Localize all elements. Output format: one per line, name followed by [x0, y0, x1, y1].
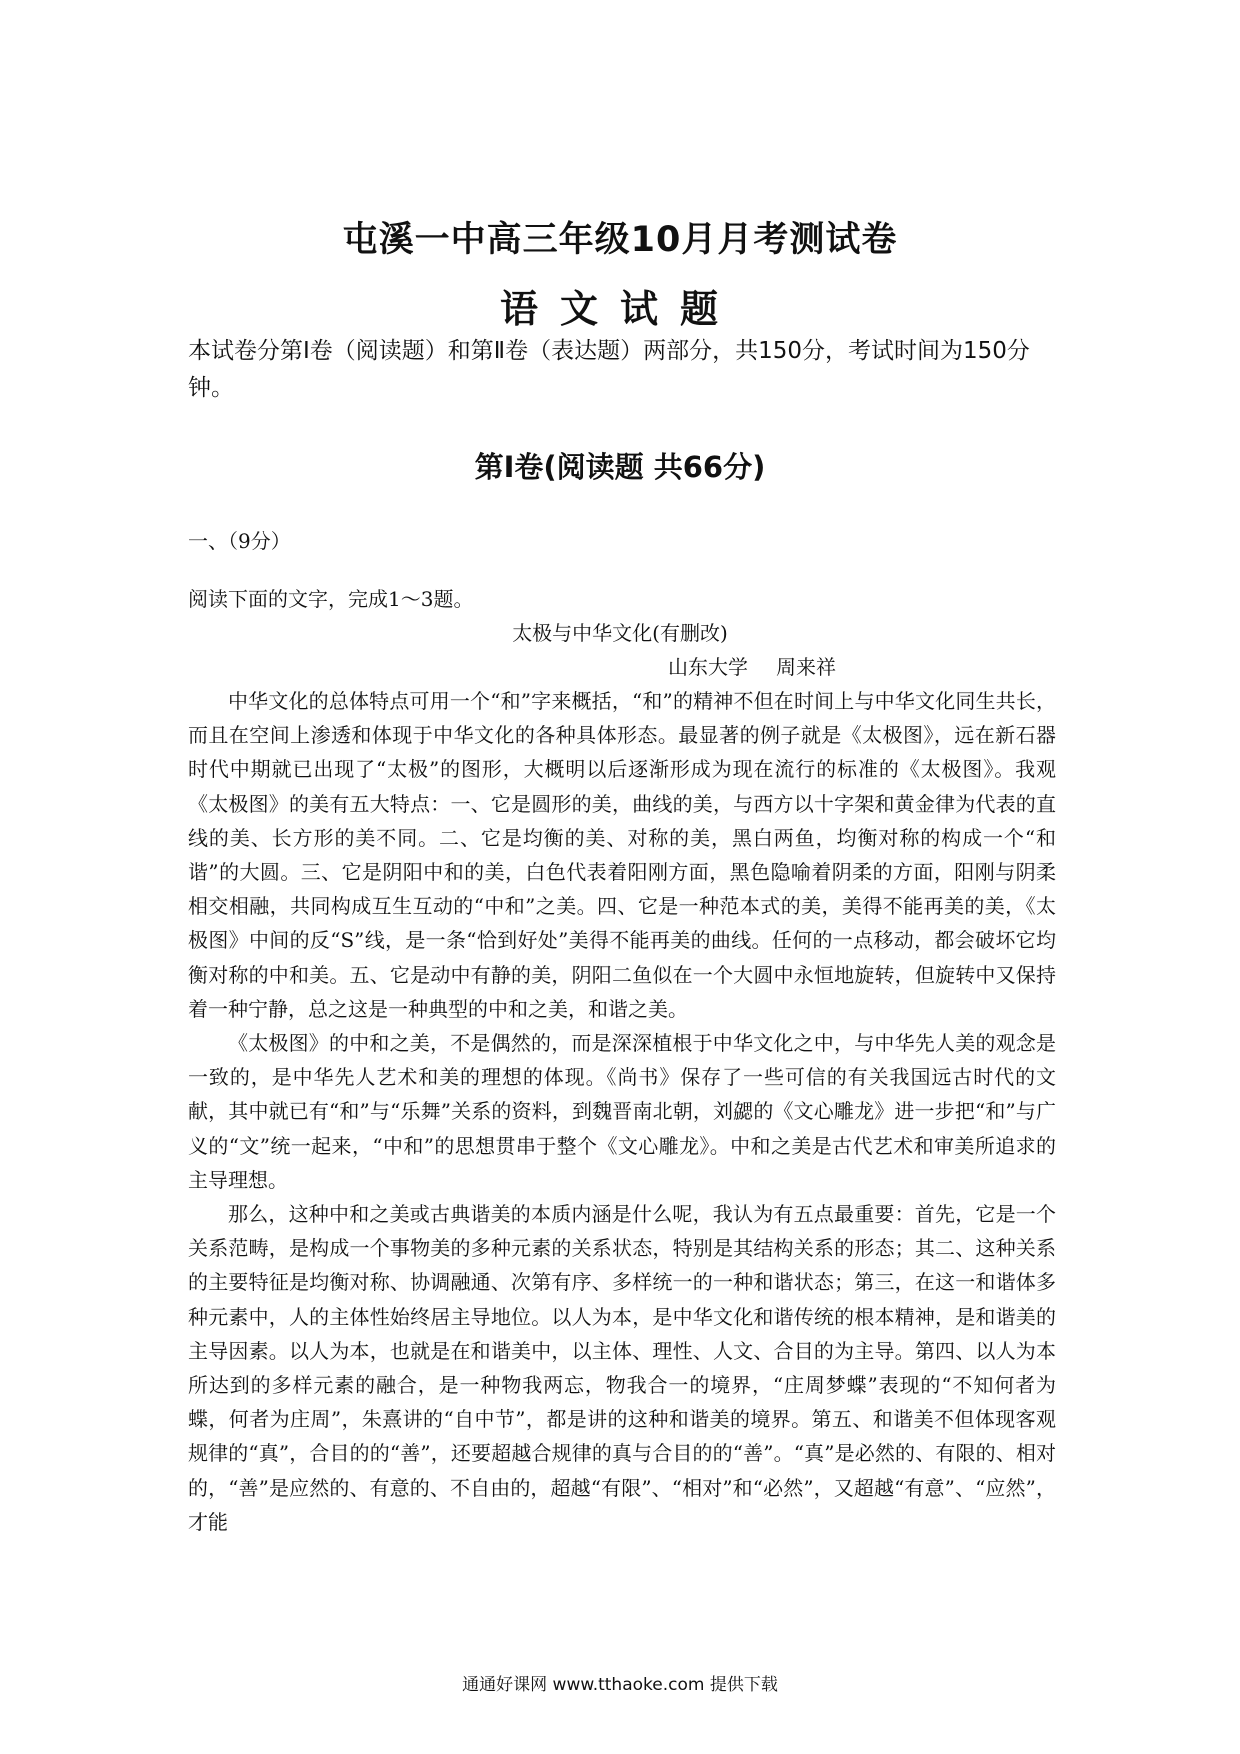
- article-paragraph: 中华文化的总体特点可用一个“和”字来概括，“和”的精神不但在时间上与中华文化同生共长，而且在空间上渗透和体现于中华文化的各种具体形态。最显著的例子就是《太极图》，远在新石器时代中期就已出现了“太极”的图形，大概明以后逐渐形成为现在流行的标准的《太极图》。我观《太极图》的美有五大特点：一、它是圆形的美，曲线的美，与西方以十字架和黄金律为代表的直线的美、长方形的美不同。二、它是均衡的美、对称的美，黑白两鱼，均衡对称的构成一个“和谐”的大圆。三、它是阴阳中和的美，白色代表着阳刚方面，黑色隐喻着阴柔的方面，阳刚与阴柔相交相融，共同构成互生互动的“中和”之美。四、它是一种范本式的美，美得不能再美的美，《太极图》中间的反“S”线，是一条“恰到好处”美得不能再美的曲线。任何的一点移动，都会破坏它均衡对称的中和美。五、它是动中有静的美，阴阳二鱼似在一个大圆中永恒地旋转，但旋转中又保持着一种宁静，总之这是一种典型的中和之美，和谐之美。: [188, 689, 1056, 1021]
- article-body: [188, 684, 1056, 1539]
- article-affiliation: 山东大学: [668, 655, 748, 679]
- exam-intro: 本试卷分第Ⅰ卷（阅读题）和第Ⅱ卷（表达题）两部分，共150分，考试时间为150分钟。: [188, 338, 1030, 401]
- article-author: 周来祥: [776, 655, 836, 679]
- article-byline: [668, 651, 836, 680]
- article-paragraph: 《太极图》的中和之美，不是偶然的，而是深深植根于中华文化之中，与中华先人美的观念是一致的，是中华先人艺术和美的理想的体现。《尚书》保存了一些可信的有关我国远古时代的文献，其中就已有“和”与“乐舞”关系的资料，到魏晋南北朝，刘勰的《文心雕龙》进一步把“和”与广义的“文”统一起来，“中和”的思想贯串于整个《文心雕龙》。中和之美是古代艺术和审美所追求的主导理想。: [188, 1031, 1056, 1192]
- section-heading: 第Ⅰ卷(阅读题 共66分): [474, 450, 766, 484]
- article-paragraph: 那么，这种中和之美或古典谐美的本质内涵是什么呢，我认为有五点最重要：首先，它是一个关系范畴，是构成一个事物美的多种元素的关系状态，特别是其结构关系的形态；其二、这种关系的主要特征是均衡对称、协调融通、次第有序、多样统一的一种和谐状态；第三，在这一和谐体多种元素中，人的主体性始终居主导地位。以人为本，是中华文化和谐传统的根本精神，是和谐美的主导因素。以人为本，也就是在和谐美中，以主体、理性、人文、合目的为主导。第四、以人为本所达到的多样元素的融合，是一种物我两忘，物我合一的境界，“庄周梦蝶”表现的“不知何者为蝶，何者为庄周”，朱熹讲的“自中节”，都是讲的这种和谐美的境界。第五、和谐美不但体现客观规律的“真”，合目的的“善”，还要超越合规律的真与合目的的“善”。“真”是必然的、有限的、相对的，“善”是应然的、有意的、不自由的，超越“有限”、“相对”和“必然”，又超越“有意”、“应然”，才能: [188, 1202, 1056, 1534]
- article-title: 太极与中华文化(有删改): [512, 621, 728, 645]
- exam-title: 屯溪一中高三年级10月月考测试卷: [342, 220, 898, 260]
- page-footer: 通通好课网 www.tthaoke.com 提供下载: [462, 1675, 778, 1695]
- subject-title: 语文试题: [499, 287, 740, 331]
- question-label: 一、（9分）: [188, 529, 291, 553]
- question-instruction: 阅读下面的文字，完成1～3题。: [188, 587, 474, 611]
